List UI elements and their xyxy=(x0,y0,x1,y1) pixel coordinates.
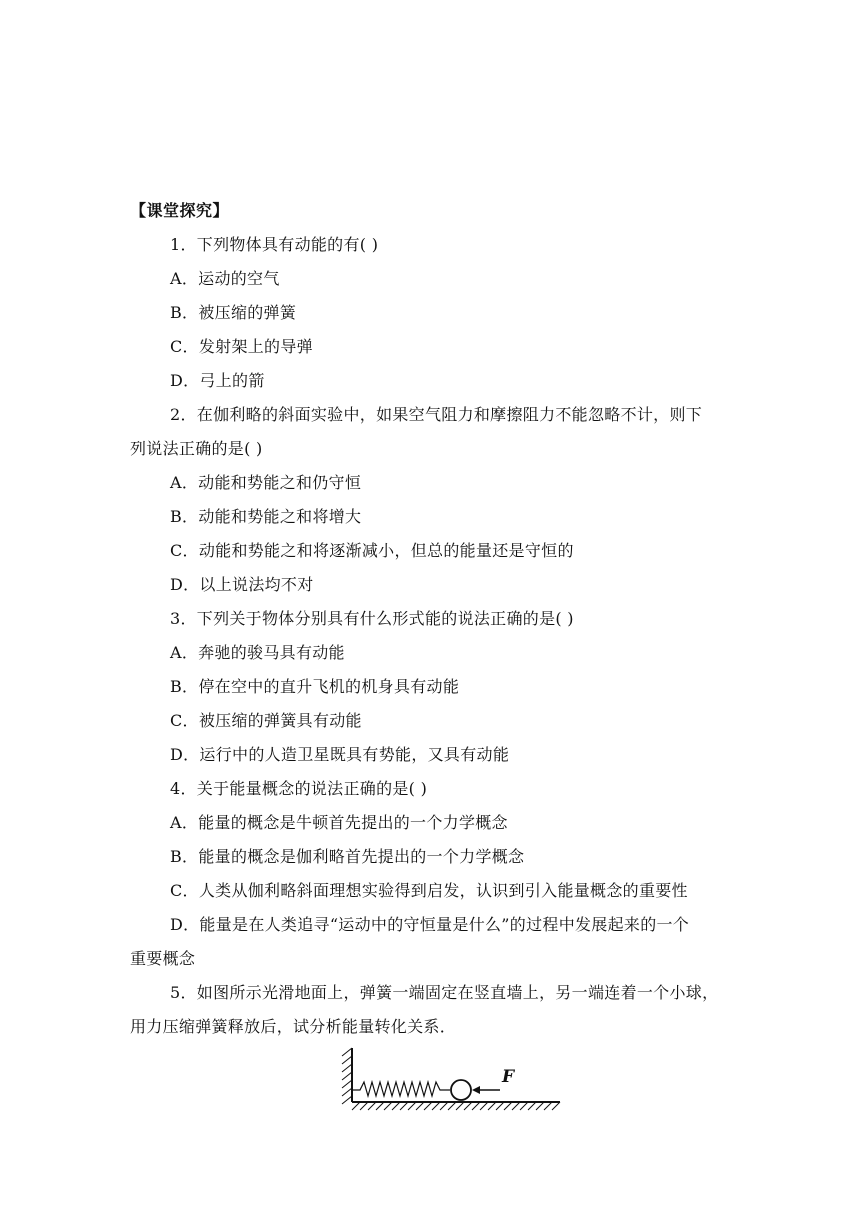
question-3-option-d: D．运行中的人造卫星既具有势能，又具有动能 xyxy=(170,745,510,764)
question-4-stem: 4．关于能量概念的说法正确的是( ) xyxy=(170,779,428,798)
force-arrow xyxy=(472,1086,500,1094)
wall xyxy=(342,1048,352,1104)
question-3-option-c: C．被压缩的弹簧具有动能 xyxy=(170,711,362,730)
question-5-stem-line-2: 用力压缩弹簧释放后，试分析能量转化关系． xyxy=(130,1017,457,1036)
section-title: 【课堂探究】 xyxy=(130,201,230,220)
question-4-option-b: B．能量的概念是伽利略首先提出的一个力学概念 xyxy=(170,847,525,866)
question-2-option-d: D．以上说法均不对 xyxy=(170,575,314,594)
question-1-option-c: C．发射架上的导弹 xyxy=(170,337,313,356)
question-4-option-c: C．人类从伽利略斜面理想实验得到启发，认识到引入能量概念的重要性 xyxy=(170,881,688,900)
question-4-option-d-line-2: 重要概念 xyxy=(130,949,196,968)
ground xyxy=(352,1102,560,1110)
question-4-option-d-line-1: D．能量是在人类追寻“运动中的守恒量是什么”的过程中发展起来的一个 xyxy=(170,915,690,934)
question-3-option-a: A．奔驰的骏马具有动能 xyxy=(170,643,345,662)
ball xyxy=(451,1080,471,1100)
spring xyxy=(352,1082,450,1096)
question-5-stem-line-1: 5．如图所示光滑地面上，弹簧一端固定在竖直墙上，另一端连着一个小球， xyxy=(170,983,719,1002)
force-label: F xyxy=(502,1067,515,1087)
question-2-option-c: C．动能和势能之和将逐渐减小，但总的能量还是守恒的 xyxy=(170,541,574,560)
question-1-option-d: D．弓上的箭 xyxy=(170,371,265,390)
question-2-option-b: B．动能和势能之和将增大 xyxy=(170,507,362,526)
question-1-option-a: A．运动的空气 xyxy=(170,269,280,288)
question-3-option-b: B．停在空中的直升飞机的机身具有动能 xyxy=(170,677,460,696)
question-3-stem: 3．下列关于物体分别具有什么形式能的说法正确的是( ) xyxy=(170,609,574,628)
question-1-option-b: B．被压缩的弹簧 xyxy=(170,303,297,322)
question-2-stem-line-2: 列说法正确的是( ) xyxy=(130,439,263,458)
question-1-stem: 1．下列物体具有动能的有( ) xyxy=(170,235,379,254)
spring-ball-figure xyxy=(338,1042,568,1116)
question-2-option-a: A．动能和势能之和仍守恒 xyxy=(170,473,362,492)
question-4-option-a: A．能量的概念是牛顿首先提出的一个力学概念 xyxy=(170,813,508,832)
question-2-stem-line-1: 2．在伽利略的斜面实验中，如果空气阻力和摩擦阻力不能忽略不计，则下 xyxy=(170,405,703,424)
